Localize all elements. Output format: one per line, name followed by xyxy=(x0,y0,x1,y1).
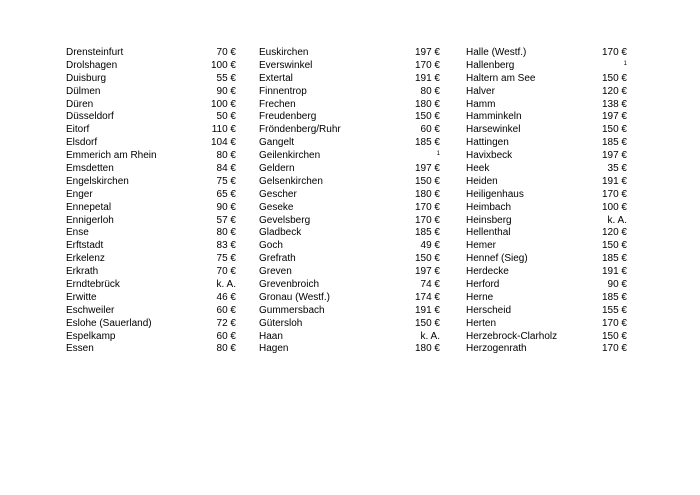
municipality-name: Gütersloh xyxy=(259,317,303,329)
table-row xyxy=(66,47,236,60)
fee-value: 65 € xyxy=(216,188,236,200)
municipality-name: Emsdetten xyxy=(66,163,114,175)
fee-value: 74 € xyxy=(420,279,440,291)
fee-value: k. A. xyxy=(420,330,440,342)
municipality-name: Extertal xyxy=(259,72,293,84)
municipality-name: Haltern am See xyxy=(466,72,536,84)
fee-value: 150 € xyxy=(601,72,627,84)
table-row xyxy=(259,176,440,189)
table-row xyxy=(466,318,627,331)
table-row xyxy=(259,73,440,86)
fee-value: 191 € xyxy=(601,175,627,187)
fee-value: 197 € xyxy=(414,266,440,278)
fee-value: 180 € xyxy=(414,343,440,355)
municipality-name: Havixbeck xyxy=(466,150,513,162)
table-row xyxy=(466,331,627,344)
municipality-name: Herford xyxy=(466,279,500,291)
municipality-name: Essen xyxy=(66,343,94,355)
municipality-name: Gladbeck xyxy=(259,227,302,239)
fee-value: 150 € xyxy=(414,317,440,329)
fee-value: 180 € xyxy=(414,188,440,200)
fee-value: 110 € xyxy=(211,124,236,136)
fee-value: 120 € xyxy=(601,227,627,239)
fee-value: 150 € xyxy=(414,253,440,265)
table-row xyxy=(466,137,627,150)
fee-value: 150 € xyxy=(601,124,627,136)
table-row xyxy=(259,124,440,137)
municipality-name: Herne xyxy=(466,291,494,303)
table-row xyxy=(259,60,440,73)
table-row xyxy=(66,215,236,228)
municipality-name: Heiligenhaus xyxy=(466,188,524,200)
table-row xyxy=(66,343,236,356)
fee-value: 60 € xyxy=(420,124,440,136)
table-row xyxy=(259,47,440,60)
table-row xyxy=(66,60,236,73)
table-row xyxy=(66,266,236,279)
table-row xyxy=(259,111,440,124)
municipality-name: Gelsenkirchen xyxy=(259,175,323,187)
fee-value: 170 € xyxy=(601,188,627,200)
fee-value: 70 € xyxy=(216,266,236,278)
table-row xyxy=(66,150,236,163)
table-row xyxy=(466,292,627,305)
fee-value: 185 € xyxy=(414,227,440,239)
fee-value: 90 € xyxy=(216,85,236,97)
table-row xyxy=(259,215,440,228)
fee-value: 155 € xyxy=(601,304,627,316)
municipality-name: Heiden xyxy=(466,175,498,187)
fee-value: 170 € xyxy=(414,214,440,226)
municipality-name: Erftstadt xyxy=(66,240,104,252)
table-row xyxy=(66,99,236,112)
table-row xyxy=(259,292,440,305)
table-row xyxy=(66,73,236,86)
table-row xyxy=(466,124,627,137)
municipality-name: Fröndenberg/Ruhr xyxy=(259,124,341,136)
table-row xyxy=(466,73,627,86)
table-row xyxy=(466,202,627,215)
footnote-marker: 1 xyxy=(436,151,440,158)
table-row xyxy=(259,227,440,240)
table-row xyxy=(259,137,440,150)
fee-value: 84 € xyxy=(216,163,236,175)
table-row xyxy=(259,279,440,292)
table-row xyxy=(259,240,440,253)
table-row xyxy=(259,343,440,356)
fee-value: 150 € xyxy=(601,240,627,252)
municipality-name: Everswinkel xyxy=(259,59,313,71)
fee-value: 46 € xyxy=(216,291,236,303)
table-row xyxy=(66,163,236,176)
municipality-name: Hamm xyxy=(466,98,496,110)
municipality-name: Dülmen xyxy=(66,85,101,97)
municipality-name: Herdecke xyxy=(466,266,509,278)
column-2 xyxy=(259,47,440,356)
municipality-name: Hemer xyxy=(466,240,497,252)
municipality-name: Heek xyxy=(466,163,490,175)
table-row xyxy=(259,202,440,215)
municipality-name: Halle (Westf.) xyxy=(466,47,527,58)
municipality-name: Gangelt xyxy=(259,137,295,149)
table-row xyxy=(259,318,440,331)
fee-value: k. A. xyxy=(216,279,236,291)
table-row xyxy=(66,305,236,318)
table-row xyxy=(66,202,236,215)
municipality-name: Erkrath xyxy=(66,266,99,278)
fee-value: 90 € xyxy=(216,201,236,213)
municipality-name: Erkelenz xyxy=(66,253,105,265)
table-row xyxy=(259,86,440,99)
municipality-name: Haan xyxy=(259,330,283,342)
municipality-name: Erndtebrück xyxy=(66,279,120,291)
municipality-name: Frechen xyxy=(259,98,296,110)
municipality-name: Ense xyxy=(66,227,89,239)
table-row xyxy=(66,279,236,292)
table-row xyxy=(66,189,236,202)
municipality-name: Geldern xyxy=(259,163,295,175)
table-row xyxy=(66,111,236,124)
fee-value: 185 € xyxy=(601,253,627,265)
table-row xyxy=(466,60,627,73)
municipality-name: Ennepetal xyxy=(66,201,112,213)
municipality-name: Grevenbroich xyxy=(259,279,320,291)
fee-value: 75 € xyxy=(216,175,236,187)
fee-value: 75 € xyxy=(216,253,236,265)
municipality-name: Gescher xyxy=(259,188,297,200)
fee-value: 57 € xyxy=(216,214,236,226)
fee-value: 35 € xyxy=(607,163,627,175)
municipality-name: Eschweiler xyxy=(66,304,115,316)
fee-value: 197 € xyxy=(414,47,440,58)
fee-value: 120 € xyxy=(601,85,627,97)
fee-value: 180 € xyxy=(414,98,440,110)
municipality-name: Herzebrock-Clarholz xyxy=(466,330,558,342)
fee-value: 72 € xyxy=(216,317,236,329)
fee-value: 80 € xyxy=(420,85,440,97)
municipality-name: Eslohe (Sauerland) xyxy=(66,317,152,329)
column-3 xyxy=(466,47,627,356)
fee-value: 60 € xyxy=(216,304,236,316)
municipality-name: Herscheid xyxy=(466,304,512,316)
fee-value: 100 € xyxy=(210,98,236,110)
fee-value: 80 € xyxy=(216,343,236,355)
municipality-name: Grefrath xyxy=(259,253,296,265)
table-row xyxy=(466,266,627,279)
municipality-name: Herzogenrath xyxy=(466,343,527,355)
municipality-name: Hennef (Sieg) xyxy=(466,253,528,265)
municipality-name: Emmerich am Rhein xyxy=(66,150,157,162)
fee-value: 150 € xyxy=(601,330,627,342)
table-row xyxy=(466,227,627,240)
fee-value: 138 € xyxy=(601,98,627,110)
fee-value: 170 € xyxy=(601,317,627,329)
municipality-name: Erwitte xyxy=(66,291,97,303)
fee-value: 170 € xyxy=(601,343,627,355)
municipality-name: Engelskirchen xyxy=(66,175,129,187)
fee-value: 191 € xyxy=(601,266,627,278)
municipality-name: Drolshagen xyxy=(66,59,118,71)
municipality-name: Gronau (Westf.) xyxy=(259,291,330,303)
municipality-name: Hagen xyxy=(259,343,289,355)
fee-value: 185 € xyxy=(601,137,627,149)
fee-value: 90 € xyxy=(607,279,627,291)
table-row xyxy=(466,99,627,112)
table-row xyxy=(66,86,236,99)
table-row xyxy=(466,240,627,253)
fee-value: 170 € xyxy=(414,201,440,213)
municipality-name: Herten xyxy=(466,317,497,329)
municipality-name: Espelkamp xyxy=(66,330,116,342)
fee-value: 70 € xyxy=(216,47,236,58)
fee-value: 150 € xyxy=(414,111,440,123)
fee-value: 197 € xyxy=(414,163,440,175)
table-row xyxy=(466,305,627,318)
fee-value: 55 € xyxy=(216,72,236,84)
fee-value: 185 € xyxy=(601,291,627,303)
table-row xyxy=(66,137,236,150)
municipality-name: Duisburg xyxy=(66,72,107,84)
table-row xyxy=(466,47,627,60)
table-row xyxy=(259,150,440,163)
table-row xyxy=(259,253,440,266)
municipality-name: Düren xyxy=(66,98,94,110)
fee-value: 83 € xyxy=(216,240,236,252)
table-row xyxy=(66,240,236,253)
municipality-name: Elsdorf xyxy=(66,137,98,149)
fee-value: 60 € xyxy=(216,330,236,342)
municipality-name: Eitorf xyxy=(66,124,90,136)
fee-value: 197 € xyxy=(601,111,627,123)
municipality-name: Euskirchen xyxy=(259,47,309,58)
municipality-name: Goch xyxy=(259,240,283,252)
table-row xyxy=(466,189,627,202)
table-row xyxy=(259,163,440,176)
fee-value: 191 € xyxy=(414,72,440,84)
table-row xyxy=(66,318,236,331)
table-row xyxy=(466,150,627,163)
table-row xyxy=(259,189,440,202)
table-row xyxy=(466,279,627,292)
fee-value: 174 € xyxy=(414,291,440,303)
table-row xyxy=(466,253,627,266)
municipality-name: Geseke xyxy=(259,201,294,213)
fee-value: 50 € xyxy=(216,111,236,123)
municipality-name: Hamminkeln xyxy=(466,111,522,123)
fee-value: k. A. xyxy=(607,214,627,226)
municipality-name: Finnentrop xyxy=(259,85,307,97)
table-row xyxy=(466,176,627,189)
fee-value: 150 € xyxy=(414,175,440,187)
municipality-name: Hallenberg xyxy=(466,59,515,71)
table-row xyxy=(66,227,236,240)
municipality-name: Hattingen xyxy=(466,137,509,149)
table-row xyxy=(66,331,236,344)
fee-value: 170 € xyxy=(601,47,627,58)
fee-value: 49 € xyxy=(420,240,440,252)
fee-value: 185 € xyxy=(414,137,440,149)
municipality-name: Geilenkirchen xyxy=(259,150,321,162)
table-row xyxy=(66,124,236,137)
municipality-name: Drensteinfurt xyxy=(66,47,124,58)
municipality-name: Harsewinkel xyxy=(466,124,521,136)
footnote-marker: 1 xyxy=(623,60,627,67)
municipality-name: Gummersbach xyxy=(259,304,325,316)
column-1 xyxy=(66,47,236,356)
table-row xyxy=(466,343,627,356)
table-row xyxy=(259,305,440,318)
table-row xyxy=(466,163,627,176)
table-row xyxy=(66,253,236,266)
municipality-name: Freudenberg xyxy=(259,111,317,123)
fee-value: 197 € xyxy=(601,150,627,162)
municipality-name: Ennigerloh xyxy=(66,214,114,226)
municipality-name: Halver xyxy=(466,85,495,97)
table-row xyxy=(466,215,627,228)
municipality-name: Gevelsberg xyxy=(259,214,311,226)
table-row xyxy=(66,292,236,305)
municipality-name: Hellenthal xyxy=(466,227,511,239)
table-row xyxy=(466,111,627,124)
table-row xyxy=(466,86,627,99)
fee-value: 80 € xyxy=(216,150,236,162)
municipality-name: Greven xyxy=(259,266,292,278)
municipality-name: Enger xyxy=(66,188,93,200)
fee-value: 191 € xyxy=(414,304,440,316)
fee-value: 100 € xyxy=(210,59,236,71)
municipality-name: Heinsberg xyxy=(466,214,512,226)
municipality-name: Heimbach xyxy=(466,201,512,213)
fee-value: 100 € xyxy=(601,201,627,213)
table-row xyxy=(259,266,440,279)
table-row xyxy=(259,99,440,112)
fee-value: 104 € xyxy=(210,137,236,149)
fee-value: 80 € xyxy=(216,227,236,239)
fee-value: 170 € xyxy=(414,59,440,71)
table-row xyxy=(259,331,440,344)
municipality-name: Düsseldorf xyxy=(66,111,114,123)
table-row xyxy=(66,176,236,189)
